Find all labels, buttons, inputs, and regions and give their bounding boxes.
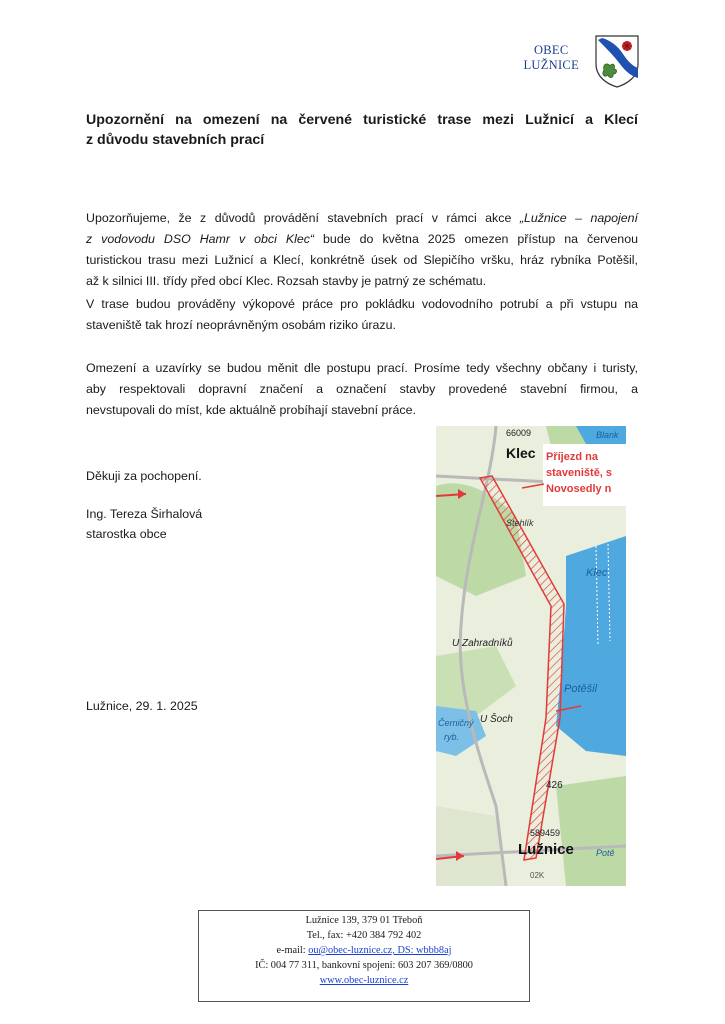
signature-name: Ing. Tereza Širhalová bbox=[86, 507, 203, 521]
municipality-name-line2: LUŽNICE bbox=[523, 58, 579, 72]
paragraph-danger: V trase budou prováděny výkopové práce pro pokládku vodovodního potrubí a při vstupu na staveniště tak hrozí neoprávněným osobám riziko úrazu. bbox=[86, 297, 638, 332]
footer-phone: Tel., fax: +420 384 792 402 bbox=[306, 930, 422, 941]
paragraph-announcement-line4: až k silnici III. třídy před obcí Klec. Rozsah stavby je patrný ze schématu. bbox=[86, 274, 487, 288]
municipality-name-line1: OBEC bbox=[533, 43, 569, 57]
paragraph-announcement-line1 bbox=[86, 208, 638, 229]
map-label-blank: Blank bbox=[596, 430, 619, 440]
thanks-text: Děkuji za pochopení. bbox=[86, 469, 202, 483]
municipal-coat-of-arms-icon bbox=[594, 34, 640, 88]
footer-contact-box bbox=[198, 910, 530, 1002]
project-name-part1: „Lužnice – napojení bbox=[519, 211, 639, 225]
callout-line3: Novosedly n bbox=[546, 483, 612, 495]
map-label-klec-pond: Klec bbox=[586, 567, 608, 579]
map-label-bottom-code: 02K bbox=[530, 871, 545, 880]
callout-line2: staveniště, s bbox=[546, 467, 613, 479]
map-label-u-sochu: U Šoch bbox=[480, 714, 513, 725]
map-label-426: 426 bbox=[546, 780, 563, 791]
paragraph-restrictions bbox=[86, 358, 638, 421]
footer-bank: IČ: 004 77 311, bankovní spojení: 603 207 369/0800 bbox=[255, 960, 473, 971]
page-title-line1: Upozornění na omezení na červené turistické trase mezi Lužnicí a Klecí bbox=[86, 112, 638, 128]
footer-email-link[interactable]: ou@obec-luznice.cz, DS: wbbb8aj bbox=[308, 945, 452, 956]
text-segment: Upozorňujeme, že z důvodů provádění stavebních prací v rámci akce bbox=[86, 211, 520, 225]
municipality-name bbox=[523, 43, 579, 73]
paragraph-restrictions-line2: aby respektovali dopravní značení a označení stavby provedené stavební firmou, a bbox=[86, 382, 638, 396]
text-segment: bude do května 2025 omezen přístup na červenou bbox=[314, 232, 638, 246]
map-label-cernicny-ryb: ryb. bbox=[444, 732, 460, 742]
page-title-line2: z důvodu stavebních prací bbox=[86, 132, 265, 148]
footer-email-label: e-mail: bbox=[276, 945, 309, 956]
paragraph-restrictions-line1: Omezení a uzavírky se budou měnit dle postupu prací. Prosíme tedy všechny občany i turisty, bbox=[86, 361, 638, 375]
map-label-u-zahradniku: U Zahradníků bbox=[452, 638, 513, 649]
footer-email-line bbox=[199, 943, 529, 958]
field-area bbox=[436, 806, 506, 886]
signature-role: starostka obce bbox=[86, 527, 167, 541]
forest-area bbox=[556, 776, 626, 886]
date-line: Lužnice, 29. 1. 2025 bbox=[86, 699, 198, 713]
map-label-road-code: 66009 bbox=[506, 428, 532, 438]
construction-map bbox=[436, 426, 626, 886]
map-label-cernicny: Černičný bbox=[438, 718, 474, 728]
paragraph-announcement-line3: turistickou trasu mezi Lužnicí a Klecí, konkrétně úsek od Slepičího vršku, hráz rybníka Potěšil, bbox=[86, 253, 638, 267]
project-name-part2: z vodovodu DSO Hamr v obci Klec“ bbox=[86, 232, 315, 246]
paragraph-announcement-line2 bbox=[86, 229, 638, 250]
footer-address: Lužnice 139, 379 01 Třeboň bbox=[305, 915, 423, 926]
footer-web-link[interactable]: www.obec-luznice.cz bbox=[319, 975, 409, 986]
page-title bbox=[86, 110, 638, 150]
paragraph-announcement bbox=[86, 208, 638, 292]
map-label-road-code-bottom: 589459 bbox=[530, 828, 561, 838]
map-label-potesil-bottom: Potě bbox=[596, 848, 615, 858]
map-label-klec: Klec bbox=[506, 445, 536, 461]
signature-block bbox=[86, 504, 202, 544]
paragraph-restrictions-line3: nevstupovali do míst, kde aktuálně probíhají stavební práce. bbox=[86, 403, 416, 417]
map-label-potesil: Potěšil bbox=[564, 683, 598, 695]
map-label-luznice: Lužnice bbox=[518, 841, 574, 858]
map-label-stehlik: Stehlík bbox=[506, 518, 534, 528]
callout-line1: Příjezd na bbox=[546, 451, 598, 463]
